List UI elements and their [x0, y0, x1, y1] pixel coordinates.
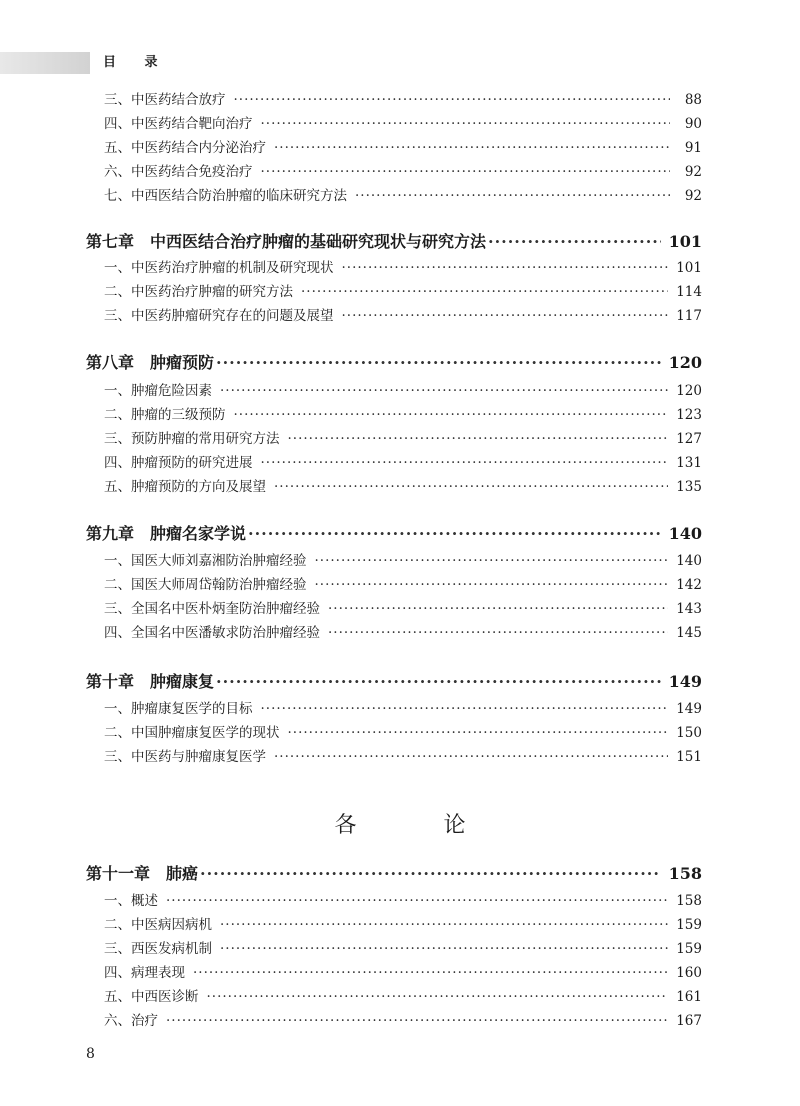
toc-chapter-entry: [0, 862, 800, 886]
dot-leader: [288, 723, 669, 743]
toc-section-entry: [0, 699, 800, 719]
dot-leader: [220, 939, 668, 959]
toc-entry-label: 四、中医药结合靶向治疗: [104, 116, 253, 132]
toc-entry-label: 第九章 肿瘤名家学说: [86, 524, 247, 543]
toc-chapter-entry: [0, 230, 800, 254]
toc-section-entry: [0, 599, 800, 619]
toc-entry-label: 二、中医药治疗肿瘤的研究方法: [104, 284, 293, 300]
toc-entry-label: 二、肿瘤的三级预防: [104, 407, 226, 423]
dot-leader: [355, 186, 670, 206]
toc-entry-page: 91: [684, 140, 702, 156]
toc-entry-label: 五、中西医诊断: [104, 989, 199, 1005]
toc-entry-label: 三、中医药结合放疗: [104, 92, 226, 108]
toc-entry-page: 158: [668, 864, 702, 883]
toc-entry-label: 二、中医病因病机: [104, 917, 212, 933]
toc-entry-label: 二、中国肿瘤康复医学的现状: [104, 725, 280, 741]
toc-entry-label: 一、肿瘤危险因素: [104, 383, 212, 399]
toc-chapter-entry: [0, 351, 800, 375]
dot-leader: [207, 987, 669, 1007]
toc-entry-page: 127: [676, 431, 702, 447]
dot-leader: [315, 575, 669, 595]
dot-leader: [193, 963, 668, 983]
toc-entry-label: 一、肿瘤康复医学的目标: [104, 701, 253, 717]
toc-chapter-entry: [0, 670, 800, 694]
part-title: 各 论: [334, 813, 506, 838]
toc-entry-label: 第八章 肿瘤预防: [86, 353, 215, 372]
toc-section-entry: [0, 623, 800, 643]
toc-entry-label: 四、全国名中医潘敏求防治肿瘤经验: [104, 625, 320, 641]
toc-section-entry: [0, 963, 800, 983]
toc-entry-page: 149: [668, 672, 702, 691]
dot-leader: [166, 1011, 668, 1031]
toc-entry-page: 92: [684, 188, 702, 204]
toc-section-entry: [0, 551, 800, 571]
toc-entry-label: 三、预防肿瘤的常用研究方法: [104, 431, 280, 447]
dot-leader: [342, 306, 669, 326]
dot-leader: [274, 477, 668, 497]
toc-entry-page: 120: [676, 383, 702, 399]
toc-section-entry: [0, 114, 800, 134]
dot-leader: [234, 405, 669, 425]
toc-entry-label: 一、国医大师刘嘉湘防治肿瘤经验: [104, 553, 307, 569]
toc-entry-page: 158: [676, 893, 702, 909]
toc-entry-page: 90: [684, 116, 702, 132]
dot-leader: [261, 453, 669, 473]
toc-entry-page: 131: [676, 455, 702, 471]
dot-leader: [220, 381, 668, 401]
toc-entry-label: 一、概述: [104, 893, 158, 909]
dot-leader: [328, 599, 668, 619]
toc-section-entry: [0, 282, 800, 302]
toc-entry-page: 135: [676, 479, 702, 495]
toc-entry-label: 一、中医药治疗肿瘤的机制及研究现状: [104, 260, 334, 276]
toc-entry-page: 101: [676, 260, 702, 276]
toc-entry-page: 151: [676, 749, 702, 765]
dot-leader: [261, 699, 669, 719]
toc-entry-label: 五、肿瘤预防的方向及展望: [104, 479, 266, 495]
toc-chapter-entry: [0, 522, 800, 546]
toc-section-entry: [0, 453, 800, 473]
dot-leader: [200, 862, 661, 886]
toc-entry-page: 88: [684, 92, 702, 108]
toc-entry-label: 三、西医发病机制: [104, 941, 212, 957]
toc-entry-label: 六、中医药结合免疫治疗: [104, 164, 253, 180]
toc-section-entry: [0, 987, 800, 1007]
toc-entry-label: 五、中医药结合内分泌治疗: [104, 140, 266, 156]
page-number: 8: [86, 1046, 95, 1062]
toc-section-entry: [0, 429, 800, 449]
toc-entry-label: 二、国医大师周岱翰防治肿瘤经验: [104, 577, 307, 593]
dot-leader: [274, 747, 668, 767]
toc-entry-page: 161: [676, 989, 702, 1005]
toc-entry-page: 120: [668, 353, 702, 372]
dot-leader: [234, 90, 671, 110]
toc-entry-label: 第十一章 肺癌: [86, 864, 199, 883]
toc-entry-page: 140: [676, 553, 702, 569]
toc-entry-label: 四、病理表现: [104, 965, 185, 981]
toc-entry-label: 七、中西医结合防治肿瘤的临床研究方法: [104, 188, 347, 204]
dot-leader: [216, 670, 661, 694]
dot-leader: [328, 623, 668, 643]
toc-section-entry: [0, 939, 800, 959]
dot-leader: [261, 162, 671, 182]
toc-entry-label: 四、肿瘤预防的研究进展: [104, 455, 253, 471]
toc-section-entry: [0, 477, 800, 497]
dot-leader: [315, 551, 669, 571]
toc-entry-label: 第七章 中西医结合治疗肿瘤的基础研究现状与研究方法: [86, 232, 487, 251]
dot-leader: [166, 891, 668, 911]
toc-entry-label: 三、中医药与肿瘤康复医学: [104, 749, 266, 765]
toc-section-entry: [0, 162, 800, 182]
dot-leader: [248, 522, 661, 546]
dot-leader: [288, 429, 669, 449]
toc-entry-page: 160: [676, 965, 702, 981]
toc-section-entry: [0, 381, 800, 401]
toc-entry-page: 167: [676, 1013, 702, 1029]
toc-entry-page: 92: [684, 164, 702, 180]
dot-leader: [261, 114, 671, 134]
toc-section-entry: [0, 306, 800, 326]
toc-entry-page: 145: [676, 625, 702, 641]
dot-leader: [216, 351, 661, 375]
toc-entry-page: 159: [676, 941, 702, 957]
toc-section-entry: [0, 258, 800, 278]
toc-entry-page: 159: [676, 917, 702, 933]
toc-section-entry: [0, 575, 800, 595]
toc-entry-page: 149: [676, 701, 702, 717]
toc-section-entry: [0, 90, 800, 110]
toc-section-entry: [0, 1011, 800, 1031]
toc-entry-page: 123: [676, 407, 702, 423]
toc-entry-page: 142: [676, 577, 702, 593]
toc-section-entry: [0, 723, 800, 743]
toc-entry-page: 143: [676, 601, 702, 617]
dot-leader: [342, 258, 669, 278]
page-header-title: 目 录: [103, 55, 170, 70]
dot-leader: [488, 230, 661, 254]
toc-entry-label: 三、全国名中医朴炳奎防治肿瘤经验: [104, 601, 320, 617]
toc-entry-page: 117: [676, 308, 702, 324]
dot-leader: [220, 915, 668, 935]
dot-leader: [274, 138, 670, 158]
toc-entry-page: 114: [676, 284, 702, 300]
toc-entry-page: 140: [668, 524, 702, 543]
toc-entry-page: 150: [676, 725, 702, 741]
toc-entry-label: 第十章 肿瘤康复: [86, 672, 215, 691]
toc-entry-label: 六、治疗: [104, 1013, 158, 1029]
toc-section-entry: [0, 405, 800, 425]
toc-section-entry: [0, 186, 800, 206]
toc-section-entry: [0, 138, 800, 158]
dot-leader: [301, 282, 668, 302]
toc-entry-label: 三、中医药肿瘤研究存在的问题及展望: [104, 308, 334, 324]
header-bar: [0, 52, 90, 74]
toc-section-entry: [0, 747, 800, 767]
toc-section-entry: [0, 891, 800, 911]
toc-entry-page: 101: [668, 232, 702, 251]
toc-section-entry: [0, 915, 800, 935]
